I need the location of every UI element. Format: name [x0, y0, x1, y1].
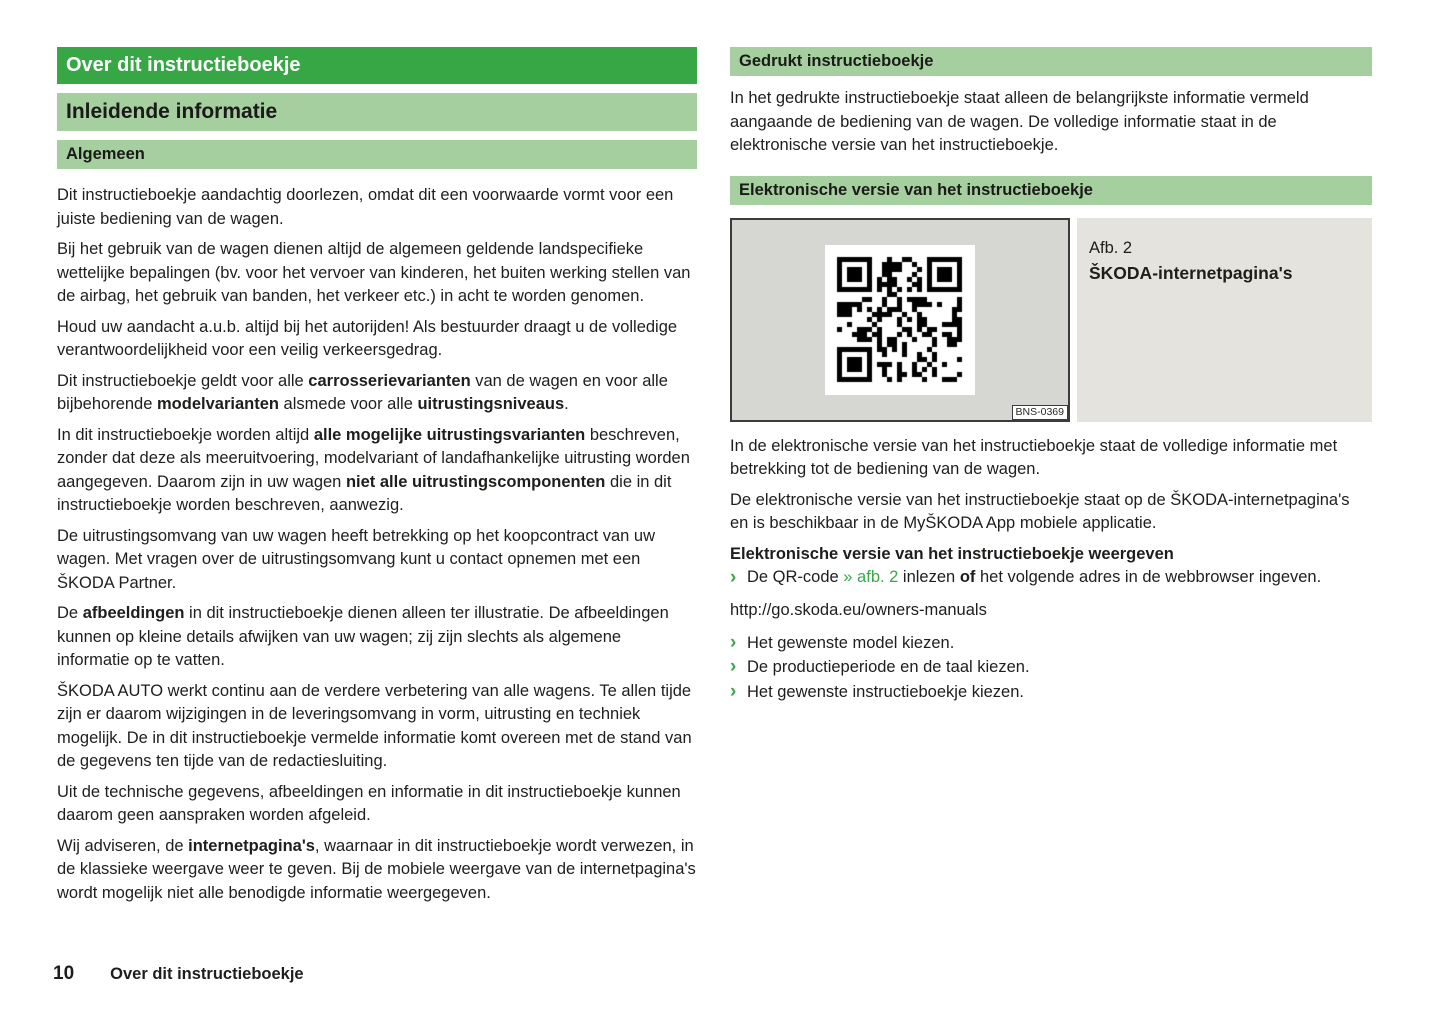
bullet-arrow-icon: › [730, 656, 737, 678]
paragraph: In dit instructieboekje worden altijd alle mogelijke uitrustingsvarianten beschreven, zonder dat deze als meeruitvoering, modelvariant of landafhankelijke uitrusting worden aangegeven. Daarom zijn in uw wagen niet alle uitrustingscomponenten die in dit instructieboekje worden beschreven, aanwezig. [57, 425, 690, 514]
qr-instruction-text: De QR-code » afb. 2 inlezen of het volgende adres in de webbrowser ingeven. [747, 568, 1322, 586]
printed-manual-header [730, 47, 1372, 76]
electronic-manual-header-label: Elektronische versie van het instructieboekje [739, 180, 1093, 199]
footer-chapter-title: Over dit instructieboekje [110, 965, 304, 983]
paragraph: ŠKODA AUTO werkt continu aan de verdere verbetering van alle wagens. Te allen tijde zijn er daarom wijzigingen in de leveringsomvang in vorm, uitrusting en techniek mogelijk. De in dit instructieboekje vermelde informatie komt overeen met de stand van de gegevens ten tijde van de redactiesluiting. [57, 681, 692, 770]
page-number: 10 [53, 963, 75, 984]
bullet-arrow-icon: › [730, 567, 737, 588]
paragraph: Bij het gebruik van de wagen dienen altijd de algemeen geldende landspecifieke wettelijke bepalingen (bv. voor het vervoer van kinderen, het buiten werking stellen van de airbag, het gebruik van banden, het verkeer etc.) in acht te worden genomen. [57, 240, 691, 305]
intro-text-block [57, 184, 697, 905]
paragraph: In de elektronische versie van het instructieboekje staat de volledige informatie met betrekking tot de bediening van de wagen. [730, 436, 1338, 478]
section-header [57, 93, 697, 131]
manual-url: http://go.skoda.eu/owners-manuals [730, 600, 987, 619]
printed-manual-header-label: Gedrukt instructieboekje [739, 52, 934, 70]
paragraph: Wij adviseren, de internetpagina's, waarnaar in dit instructieboekje wordt verwezen, in de klassieke weergave weer te geven. Bij de mobiele weergave van de internetpagina's wordt mogelijk niet alle benodigde informatie weergegeven. [57, 836, 696, 902]
right-column [730, 47, 1372, 704]
section-header-label: Inleidende informatie [66, 100, 278, 123]
subsection-header-algemeen [57, 140, 697, 169]
figure-reference-link: » afb. 2 [843, 568, 899, 586]
list-item-text: De productieperiode en de taal kiezen. [747, 658, 1030, 677]
chapter-header-label: Over dit instructieboekje [66, 54, 301, 76]
paragraph: Uit de technische gegevens, afbeeldingen en informatie in dit instructieboekje kunnen daarom geen aanspraken worden afgeleid. [57, 782, 681, 824]
qr-figure-box [730, 218, 1070, 422]
electronic-manual-header [730, 176, 1372, 205]
qr-instruction-bullet [730, 566, 1372, 590]
display-procedure-heading: Elektronische versie van het instructieboekje weergeven [730, 544, 1174, 563]
chapter-header [57, 47, 697, 84]
paragraph: De uitrustingsomvang van uw wagen heeft betrekking op het koopcontract van uw wagen. Met vragen over de uitrustingsomvang kunt u contact opnemen met een ŠKODA Partner. [57, 526, 656, 592]
figure-caption [1077, 218, 1372, 422]
paragraph: De afbeeldingen in dit instructieboekje dienen alleen ter illustratie. De afbeeldingen kunnen op kleine details afwijken van uw wagen; zij zijn slechts als algemene informatie op te vatten. [57, 604, 669, 669]
list-item-text: Het gewenste instructieboekje kiezen. [747, 682, 1024, 701]
list-item [730, 680, 1372, 704]
paragraph: Dit instructieboekje geldt voor alle carrosserievarianten van de wagen en voor alle bijbehorende modelvarianten alsmede voor alle uitrustingsniveaus. [57, 371, 668, 413]
list-item [730, 655, 1372, 679]
left-column [57, 47, 697, 912]
bullet-arrow-icon: › [730, 680, 737, 702]
figure-2 [730, 218, 1372, 422]
subsection-header-label: Algemeen [66, 145, 145, 163]
steps-bullet-list [730, 631, 1372, 704]
figure-caption-title: ŠKODA-internetpagina's [1089, 262, 1293, 283]
figure-image-code: BNS-0369 [1012, 405, 1068, 420]
qr-code-image [825, 245, 975, 395]
paragraph: In het gedrukte instructieboekje staat alleen de belangrijkste informatie vermeld aangaande de bediening van de wagen. De volledige informatie staat in de elektronische versie van het instructieboekje. [730, 89, 1309, 154]
figure-caption-number: Afb. 2 [1089, 238, 1133, 257]
paragraph: Dit instructieboekje aandachtig doorlezen, omdat dit een voorwaarde vormt voor een juiste bediening van de wagen. [57, 186, 674, 228]
paragraph: De elektronische versie van het instructieboekje staat op de ŠKODA-internetpagina's en is beschikbaar in de MyŠKODA App mobiele applicatie. [730, 490, 1350, 532]
list-item [730, 631, 1372, 655]
paragraph: Houd uw aandacht a.u.b. altijd bij het autorijden! Als bestuurder draagt u de volledige verantwoordelijkheid voor een veilig verkeersgedrag. [57, 317, 678, 359]
page-footer [53, 963, 304, 985]
bullet-arrow-icon: › [730, 632, 737, 653]
list-item-text: Het gewenste model kiezen. [747, 634, 955, 652]
